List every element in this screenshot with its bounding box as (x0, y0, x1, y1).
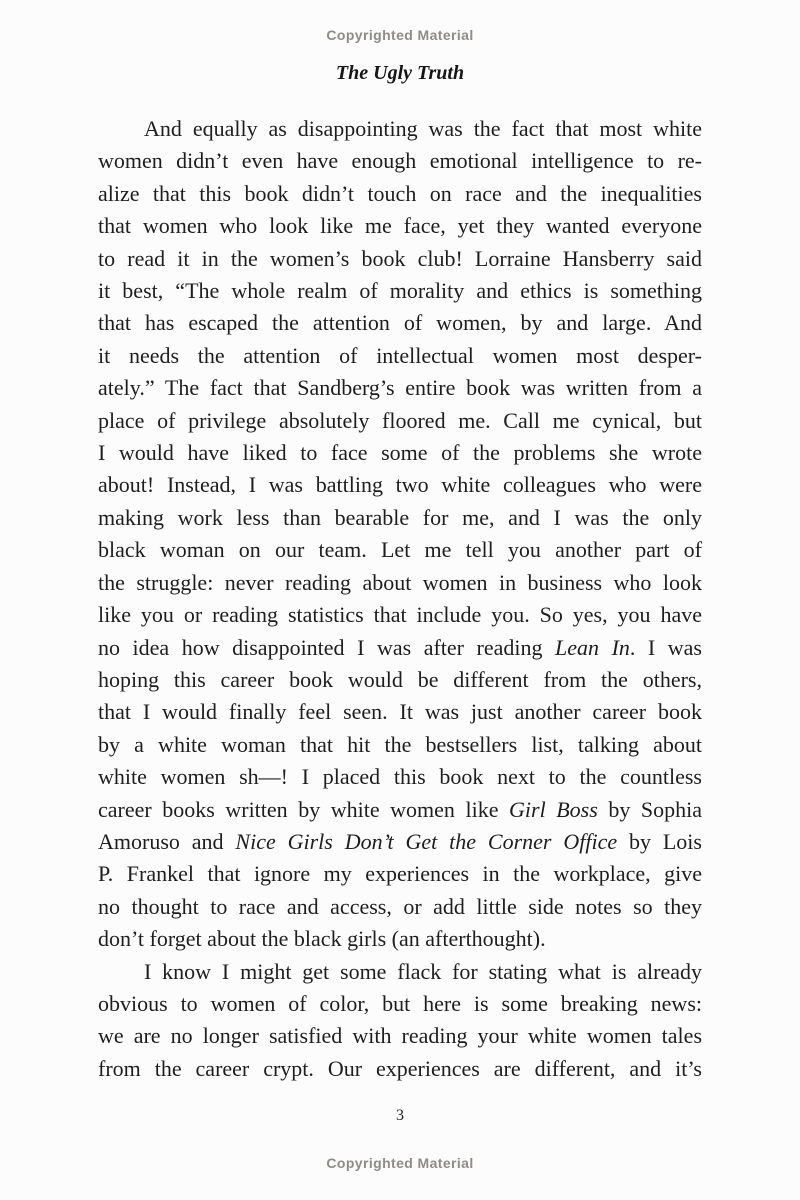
text-run: making work less than bearable for me, and I was the only (98, 504, 702, 530)
running-header: The Ugly Truth (335, 62, 465, 84)
text-line (98, 307, 702, 339)
text-line (98, 858, 702, 890)
text-line (98, 437, 702, 469)
text-line (98, 599, 702, 631)
text-run: I know I might get some flack for stating what is already (144, 958, 702, 984)
book-title-italic: Girl Boss (509, 796, 598, 822)
text-line (98, 1053, 702, 1085)
paragraph (98, 956, 702, 1086)
text-run: the struggle: never reading about women in business who look (98, 569, 702, 595)
text-run: from the career crypt. Our experiences are different, and it’s (98, 1055, 702, 1081)
text-line (98, 1020, 702, 1052)
text-line (98, 664, 702, 696)
text-line (98, 891, 702, 923)
text-line (98, 826, 702, 858)
text-line (98, 794, 702, 826)
text-line (98, 145, 702, 177)
text-run: I would have liked to face some of the problems she wrote (98, 440, 702, 466)
text-line (98, 372, 702, 404)
text-run: by Lois (617, 828, 702, 854)
page-number: 3 (396, 1107, 404, 1124)
text-line (98, 567, 702, 599)
text-run: . I was (629, 634, 702, 660)
text-run: P. Frankel that ignore my experiences in the workplace, give (98, 861, 702, 887)
text-line (98, 502, 702, 534)
paragraph (98, 113, 702, 956)
text-run: it best, “The whole realm of morality and ethics is something (98, 278, 702, 304)
text-run: alize that this book didn’t touch on race and the inequalities (98, 180, 702, 206)
text-line (98, 113, 702, 145)
text-run: white women sh—! I placed this book next to the countless (98, 764, 702, 790)
text-line (98, 178, 702, 210)
text-run: don’t forget about the black girls (an afterthought). (98, 926, 546, 952)
book-title-italic: Nice Girls Don’t Get the Corner Office (235, 828, 618, 854)
text-run: Amoruso and (98, 828, 236, 854)
text-run: we are no longer satisfied with reading your white women tales (98, 1023, 702, 1049)
text-run: about! Instead, I was battling two white colleagues who were (98, 472, 702, 498)
text-run: place of privilege absolutely floored me. Call me cynical, but (98, 407, 702, 433)
copyright-notice-bottom: Copyrighted Material (326, 1155, 474, 1171)
text-line (98, 275, 702, 307)
text-line (98, 210, 702, 242)
text-line (98, 729, 702, 761)
text-run: that I would finally feel seen. It was just another career book (98, 699, 702, 725)
text-line (98, 923, 702, 955)
text-run: to read it in the women’s book club! Lorraine Hansberry said (98, 245, 702, 271)
book-title-italic: Lean In (555, 634, 630, 660)
text-run: that women who look like me face, yet they wanted everyone (98, 213, 702, 239)
text-line (98, 988, 702, 1020)
text-run: ately.” The fact that Sandberg’s entire book was written from a (98, 375, 702, 401)
body-text (98, 113, 702, 1085)
text-run: obvious to women of color, but here is some breaking news: (98, 990, 702, 1016)
copyright-notice-top: Copyrighted Material (326, 27, 474, 43)
text-line (98, 632, 702, 664)
text-run: by a white woman that hit the bestsellers list, talking about (98, 731, 702, 757)
text-line (98, 956, 702, 988)
text-run: no idea how disappointed I was after reading (98, 634, 556, 660)
text-line (98, 469, 702, 501)
text-run: career books written by white women like (98, 796, 510, 822)
text-line (98, 243, 702, 275)
text-run: And equally as disappointing was the fact that most white (144, 116, 702, 141)
text-run: black woman on our team. Let me tell you another part of (98, 537, 702, 563)
text-run: hoping this career book would be different from the others, (98, 666, 702, 692)
text-line (98, 534, 702, 566)
text-line (98, 405, 702, 437)
text-line (98, 696, 702, 728)
text-line (98, 340, 702, 372)
text-run: women didn’t even have enough emotional intelligence to re- (98, 148, 702, 174)
text-run: like you or reading statistics that include you. So yes, you have (98, 602, 702, 628)
text-run: that has escaped the attention of women, by and large. And (98, 310, 702, 336)
text-line (98, 761, 702, 793)
text-run: it needs the attention of intellectual women most desper- (98, 342, 702, 368)
text-run: by Sophia (597, 796, 702, 822)
text-run: no thought to race and access, or add little side notes so they (98, 893, 702, 919)
